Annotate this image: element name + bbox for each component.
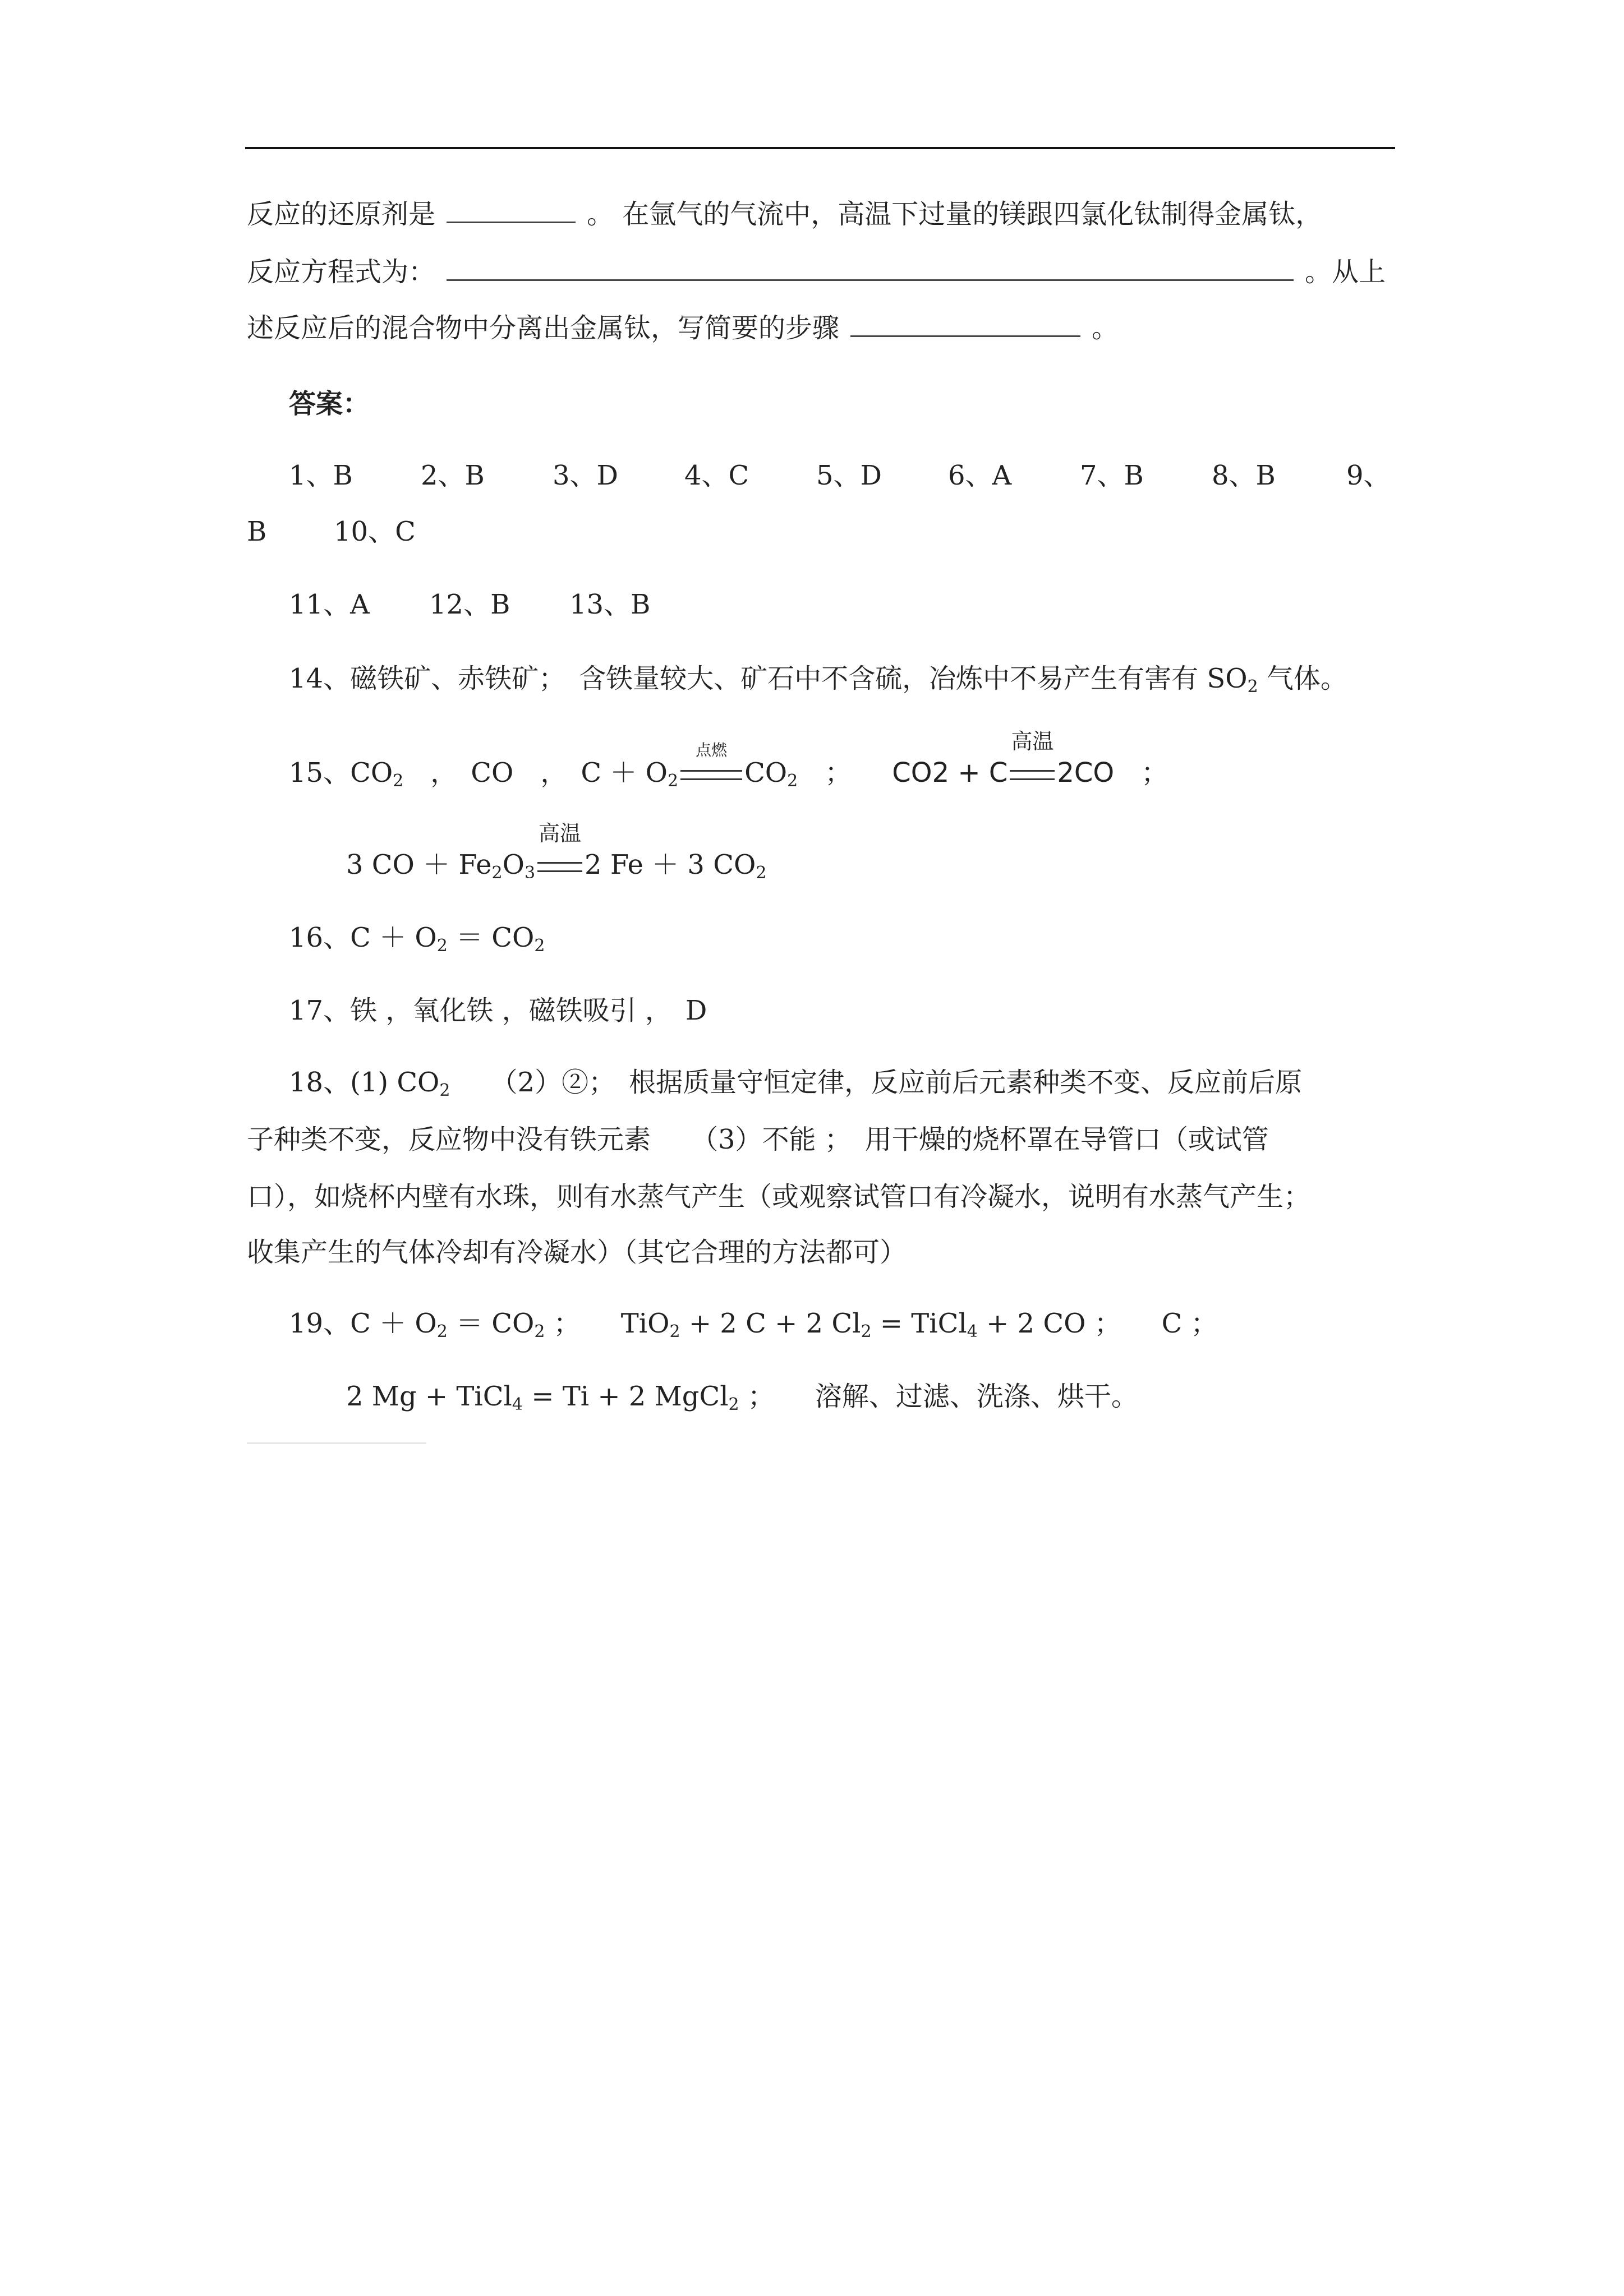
double-line-arrow [1010,770,1055,780]
answer-item: 12、B [429,589,510,620]
answer-19-line-2: 2 Mg + TiCl$_4$ = Ti + 2 MgCl$_2$ ； 溶解、过滤、洗涤、烘干。 [346,1381,1138,1414]
answer-item: B [247,516,267,547]
answer-17: 17、铁 ，氧化铁 ，磁铁吸引 ， D [289,995,707,1026]
answers-1-9 [289,459,1391,492]
answer-15-line-2: 3 CO ＋ $Fe_2O_3$ 高温 2 Fe ＋ 3 $CO_2$ [346,821,767,883]
q19-line-1: 反应的还原剂是 。 在氩气的气流中，高温下过量的镁跟四氯化钛制得金属钛， [247,199,1323,230]
answer-blank-equation[interactable] [447,256,1294,281]
answers-heading: 答案： [289,388,370,419]
answer-19-line-1: 19、$C + O_2 = CO_2$ ； TiO$_2$ + 2 C + 2 $Cl_2$ = TiCl$_4$ + 2 CO ； C ； [289,1308,1218,1341]
answer-item: 3、D [553,460,619,491]
ignite-condition: 点燃 [678,756,744,790]
answer-item: 7、B [1080,460,1144,491]
answer-14: 14、磁铁矿、赤铁矿； 含铁量较大、矿石中不含硫，冶炼中不易产生有害有 $SO_2$ 气体。 [289,663,1347,697]
header-rule [245,147,1395,149]
answer-18-line-1: 18、(1) $CO_2$ （2）②； 根据质量守恒定律，反应前后元素种类不变、反应前后原 [289,1067,1303,1100]
answer-item: 2、B [421,460,485,491]
high-temp-condition: 高温 [1007,756,1057,790]
answer-item: 9、 [1346,460,1391,491]
answer-18-line-4: 收集产生的气体冷却有冷凝水）（其它合理的方法都可） [247,1237,907,1268]
answer-item: 4、C [684,460,749,491]
answer-item: 8、B [1212,460,1276,491]
answer-16: 16、$C + O_2 = CO_2$ [289,922,545,956]
answer-item: 6、A [948,460,1012,491]
answer-item: 13、B [569,589,651,620]
faint-divider [247,1442,426,1444]
answer-item: 1、B [289,460,353,491]
double-line-arrow [537,862,582,872]
answers-9-10 [247,515,416,548]
answers-11-13 [289,588,650,621]
answer-blank-steps[interactable] [850,312,1080,337]
answer-18-line-3: 口），如烧杯内壁有水珠，则有水蒸气产生（或观察试管口有冷凝水，说明有水蒸气产生； [247,1181,1311,1212]
answer-item: 10、C [334,516,416,547]
answer-15-line-1: 15、$CO_2$ ， CO ， $C + O_2$ 点燃 $CO_2$ ； CO2 + C 高温 2CO ； [289,729,1168,791]
answer-item: 5、D [816,460,882,491]
high-temp-condition: 高温 [535,848,585,882]
answer-item: 11、A [289,589,370,620]
q19-line-2: 反应方程式为： 。从上 [247,256,1386,288]
q19-line-3: 述反应后的混合物中分离出金属钛，写简要的步骤 。 [247,312,1119,344]
answer-blank-reductant[interactable] [447,198,576,223]
answer-18-line-2: 子种类不变，反应物中没有铁元素 （3）不能 ； 用干燥的烧杯罩在导管口（或试管 [247,1124,1269,1155]
double-line-arrow [680,770,742,780]
